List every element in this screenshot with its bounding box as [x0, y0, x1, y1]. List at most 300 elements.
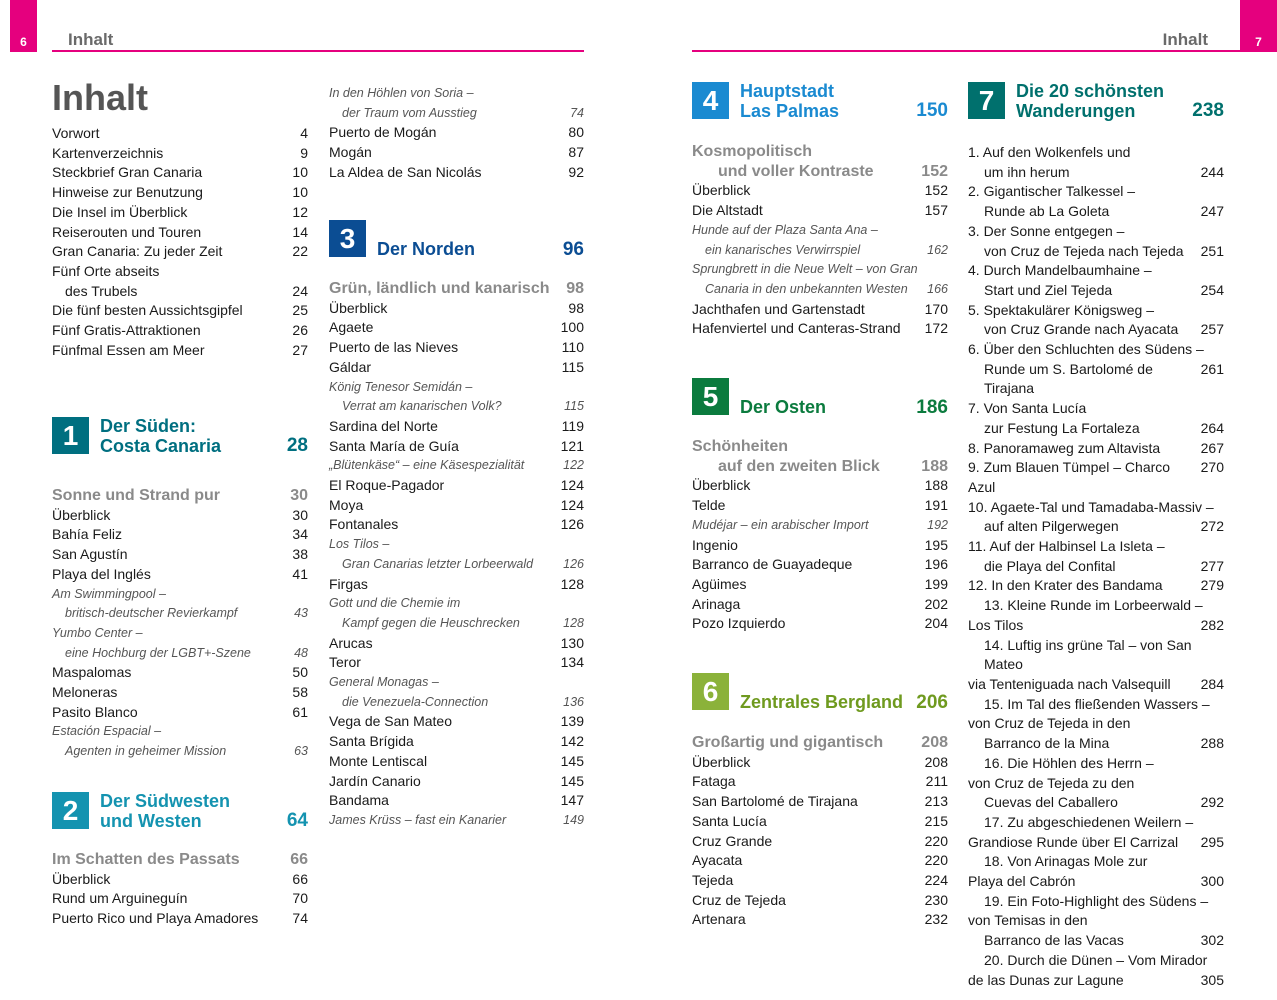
chapter-2-heading[interactable] — [52, 792, 308, 830]
chapter-5-title: Der Osten — [740, 397, 827, 417]
chapter-2-entry-label: Überblick — [52, 870, 111, 887]
chapter-3-entry-label: Santa Brígida — [329, 733, 414, 750]
chapter-4-subtitle-label-2: und voller Kontraste — [718, 162, 874, 180]
chapter-5-entry-page: 195 — [924, 536, 948, 553]
chapter-1-entry-label: Am Swimmingpool – — [52, 586, 166, 601]
chapter-2-entry-page: 66 — [292, 870, 308, 887]
chapter-3-entry-page: 124 — [560, 477, 584, 494]
front-entry-label: Vorwort — [52, 125, 100, 141]
chapter-3-entry-label: Firgas — [329, 575, 368, 592]
chapter-1-entry-label: Bahía Feliz — [52, 526, 123, 543]
chapter-5-entry[interactable] — [692, 496, 948, 516]
front-entry[interactable] — [52, 124, 308, 144]
chapter-3-entry[interactable] — [329, 318, 584, 338]
chapter-2-subtitle[interactable] — [52, 850, 308, 870]
chapter-1-entry-label: eine Hochburg der LGBT+-Szene — [65, 645, 251, 660]
chapter-3-entry[interactable] — [329, 338, 584, 358]
chapter-3-entry-page: 124 — [560, 496, 584, 513]
chapter-3-entry-label: Monte Lentiscal — [329, 752, 428, 769]
page-number-left — [10, 0, 37, 52]
chapter-2-entry-label: In den Höhlen von Soria – — [329, 86, 474, 100]
chapter-3-entry-label: Bandama — [329, 792, 389, 809]
chapter-1-entry[interactable] — [52, 644, 308, 664]
hike-entry[interactable] — [968, 616, 1224, 636]
chapter-6-entry[interactable] — [692, 832, 948, 852]
chapter-1-entry[interactable] — [52, 506, 308, 526]
chapter-3-entry[interactable] — [329, 712, 584, 732]
chapter-2-page: 64 — [286, 810, 308, 831]
chapter-3-entry[interactable] — [329, 515, 584, 535]
hike-entry[interactable] — [968, 517, 1224, 537]
hike-entry-label: 3. Der Sonne entgegen – — [968, 222, 1125, 239]
chapter-6-heading[interactable] — [692, 673, 948, 711]
hike-entry-page: 270 — [1200, 459, 1224, 476]
hike-entry[interactable] — [968, 360, 1224, 399]
chapter-3-entry-label: Kampf gegen die Heuschrecken — [342, 615, 520, 630]
hike-entry-label: 2. Gigantischer Talkessel – — [968, 183, 1136, 200]
chapter-3-entry[interactable] — [329, 437, 584, 457]
hike-entry-label: Barranco de las Vacas — [984, 932, 1124, 949]
hike-entry-label: 8. Panoramaweg zum Altavista — [968, 439, 1161, 456]
hike-entry-page: 244 — [1200, 163, 1224, 180]
hike-entry-label: 13. Kleine Runde im Lorbeerwald – — [984, 597, 1203, 614]
chapter-6-entry[interactable] — [692, 871, 948, 891]
hike-entry[interactable] — [968, 537, 1224, 557]
toc-column-1 — [52, 77, 308, 360]
hike-entry[interactable] — [968, 340, 1224, 360]
chapter-5-entry-page: 192 — [927, 517, 948, 532]
chapter-3-entry[interactable] — [329, 594, 584, 614]
hike-entry[interactable] — [968, 852, 1224, 872]
chapter-2-entry[interactable] — [329, 104, 584, 124]
chapter-3-entry-page: 126 — [560, 516, 584, 533]
chapter-1-subtitle[interactable] — [52, 486, 308, 506]
chapter-4-entry-label: Hunde auf der Plaza Santa Ana – — [692, 222, 878, 237]
hike-entry-label: 9. Zum Blauen Tümpel – Charco Azul — [968, 459, 1171, 495]
hike-entry[interactable] — [968, 813, 1224, 833]
chapter-2-entry[interactable] — [329, 143, 584, 163]
chapter-3-entry[interactable] — [329, 555, 584, 575]
hike-entry[interactable] — [968, 971, 1224, 991]
hike-entry-label: von Cruz de Tejeda nach Tejeda — [984, 242, 1184, 259]
hike-entry-page: 254 — [1200, 281, 1224, 298]
chapter-2-number: 2 — [52, 792, 89, 829]
front-entry[interactable] — [52, 163, 308, 183]
chapter-4-entry[interactable] — [692, 221, 948, 241]
front-entry-page: 27 — [292, 341, 308, 358]
chapter-5-entry-label: Überblick — [692, 477, 751, 494]
chapter-3-entry-page: 100 — [560, 319, 584, 336]
hike-entry[interactable] — [968, 754, 1224, 774]
chapter-3-entry[interactable] — [329, 634, 584, 654]
chapter-6-subtitle[interactable] — [692, 733, 948, 753]
front-entry-label: Die fünf besten Aussichtsgipfel — [52, 302, 243, 319]
chapter-3-entry-page: 128 — [563, 615, 584, 630]
chapter-5-entry-page: 196 — [924, 556, 948, 573]
chapter-5-entry[interactable] — [692, 575, 948, 595]
chapter-5-heading[interactable] — [692, 378, 948, 416]
chapter-6-entry[interactable] — [692, 792, 948, 812]
chapter-6-entry[interactable] — [692, 910, 948, 930]
hike-entry-label: die Playa del Confital — [984, 557, 1116, 574]
front-entry-page: 10 — [292, 184, 308, 201]
chapter-3-subtitle[interactable] — [329, 279, 584, 299]
chapter-5-entry[interactable] — [692, 595, 948, 615]
chapter-6-entry-label: Tejeda — [692, 871, 734, 888]
chapter-4-subtitle-line-1[interactable] — [692, 142, 948, 162]
front-entry[interactable] — [52, 223, 308, 243]
chapter-5-entry[interactable] — [692, 516, 948, 536]
front-entry[interactable] — [52, 242, 308, 262]
hike-entry[interactable] — [968, 439, 1224, 459]
front-entry[interactable] — [52, 144, 308, 164]
front-entry[interactable] — [52, 183, 308, 203]
hike-entry[interactable] — [968, 182, 1224, 202]
hike-entry[interactable] — [968, 951, 1224, 971]
hike-entry[interactable] — [968, 242, 1224, 262]
chapter-1-entry[interactable] — [52, 565, 308, 585]
hike-entry-label: auf alten Pilgerwegen — [984, 518, 1119, 535]
chapter-3-entry[interactable] — [329, 693, 584, 713]
chapter-2-entry-label: Puerto Rico und Playa Amadores — [52, 910, 259, 927]
chapter-2-entry[interactable] — [52, 870, 308, 890]
chapter-6-entry-label: Überblick — [692, 753, 751, 770]
chapter-3-heading[interactable] — [329, 220, 584, 258]
hike-entry[interactable] — [968, 714, 1224, 734]
front-entry[interactable] — [52, 301, 308, 321]
chapter-1-page: 28 — [286, 435, 308, 456]
chapter-6-entry-label: Cruz Grande — [692, 832, 773, 849]
chapter-3-entry-label: Los Tilos – — [329, 537, 390, 552]
chapter-2-entry[interactable] — [52, 909, 308, 929]
chapter-4-entry[interactable] — [692, 181, 948, 201]
chapter-6-entry[interactable] — [692, 812, 948, 832]
chapter-1-entry-page: 50 — [292, 664, 308, 681]
chapter-5-entry-label: Telde — [692, 497, 726, 514]
chapter-3-entry[interactable] — [329, 299, 584, 319]
chapter-4-entry-page: 170 — [924, 300, 948, 317]
hike-entry-page: 264 — [1200, 419, 1224, 436]
hike-entry-label: 19. Ein Foto-Highlight des Südens – — [984, 892, 1209, 909]
hike-entry-page: 300 — [1200, 873, 1224, 890]
chapter-3-entry-label: Arucas — [329, 634, 373, 651]
chapter-3-page: 96 — [562, 239, 584, 260]
hike-entry-page: 284 — [1200, 675, 1224, 692]
hike-entry[interactable] — [968, 261, 1224, 281]
chapter-1-subtitle-page: 30 — [290, 487, 308, 504]
hike-entry[interactable] — [968, 202, 1224, 222]
hike-entry-label: von Cruz de Tejeda zu den — [968, 774, 1135, 791]
hike-entry-page: 272 — [1200, 518, 1224, 535]
hike-entry[interactable] — [968, 163, 1224, 183]
chapter-6-entry[interactable] — [692, 891, 948, 911]
chapter-2-entry-page: 87 — [568, 144, 584, 161]
chapter-3-list — [329, 299, 584, 831]
chapter-4-entry-label: Sprungbrett in die Neue Welt – von Gran — [692, 262, 918, 277]
chapter-4-entry-page: 166 — [927, 281, 948, 296]
chapter-3-entry-label: Gáldar — [329, 358, 372, 375]
chapter-6-entry-page: 215 — [924, 812, 948, 829]
chapter-3-entry-page: 115 — [564, 399, 584, 414]
chapter-5-entry-label: Agüimes — [692, 575, 747, 592]
chapter-2-entry-label: La Aldea de San Nicolás — [329, 163, 482, 180]
hike-entry-page: 261 — [1200, 360, 1224, 377]
hike-entry-label: 16. Die Höhlen des Herrn – — [984, 754, 1154, 771]
hike-entry-page: 288 — [1200, 735, 1224, 752]
hike-entry[interactable] — [968, 557, 1224, 577]
chapter-2-list — [52, 870, 308, 929]
front-entry-label: des Trubels — [65, 282, 138, 299]
chapter-5-entry[interactable] — [692, 476, 948, 496]
hike-entry-label: 14. Luftig ins grüne Tal – von San Mateo — [984, 636, 1192, 673]
chapter-6-entry-page: 224 — [924, 871, 948, 888]
hike-entry-label: Grandiose Runde über El Carrizal — [968, 833, 1179, 850]
hike-entry-label: 7. Von Santa Lucía — [968, 400, 1087, 417]
chapter-3-entry[interactable] — [329, 496, 584, 516]
chapter-3-entry[interactable] — [329, 397, 584, 417]
chapter-5-subtitle-label-1: Schönheiten — [692, 438, 789, 455]
chapter-3-entry[interactable] — [329, 575, 584, 595]
hike-entry[interactable] — [968, 734, 1224, 754]
chapter-1-entry[interactable] — [52, 742, 308, 762]
chapter-3-entry-label: „Blütenkäse“ – eine Käsespezialität — [329, 458, 525, 473]
chapter-3-entry[interactable] — [329, 772, 584, 792]
hike-entry-label: 15. Im Tal des fließenden Wassers – — [984, 695, 1210, 712]
hike-entry[interactable] — [968, 872, 1224, 892]
chapter-2-entry-page: 74 — [570, 105, 584, 120]
hike-entry-label: Runde um S. Bartolomé de Tirajana — [984, 360, 1153, 397]
hike-entry[interactable] — [968, 892, 1224, 912]
chapter-1-entry[interactable] — [52, 604, 308, 624]
chapter-4-entry-page: 152 — [924, 182, 948, 199]
chapter-4-entry-page: 162 — [927, 242, 948, 257]
chapter-1-entry-label: britisch-deutscher Revierkampf — [65, 606, 238, 621]
hike-entry[interactable] — [968, 695, 1224, 715]
chapter-1-number: 1 — [52, 417, 89, 454]
chapter-1-heading[interactable] — [52, 417, 308, 455]
chapter-2-entry-label: Mogán — [329, 144, 372, 161]
chapter-1-entry-label: Playa del Inglés — [52, 565, 151, 582]
chapter-3-entry[interactable] — [329, 811, 584, 831]
chapter-6-entry-page: 220 — [924, 832, 948, 849]
chapter-3-entry[interactable] — [329, 417, 584, 437]
chapter-4-entry[interactable] — [692, 241, 948, 261]
chapter-4-entry[interactable] — [692, 300, 948, 320]
hike-entry[interactable] — [968, 774, 1224, 794]
chapter-3-entry[interactable] — [329, 358, 584, 378]
running-head-left: Inhalt — [68, 30, 114, 49]
front-entry-label: Fünfmal Essen am Meer — [52, 341, 205, 358]
chapter-6-entry[interactable] — [692, 753, 948, 773]
hike-entry-label: Barranco de la Mina — [984, 735, 1110, 752]
chapter-5-entry[interactable] — [692, 536, 948, 556]
chapter-3-entry-label: Überblick — [329, 299, 388, 316]
chapter-4-subtitle-label-1: Kosmopolitisch — [692, 143, 813, 160]
chapter-3-entry[interactable] — [329, 653, 584, 673]
chapter-2-entry[interactable] — [52, 889, 308, 909]
hike-entry[interactable] — [968, 222, 1224, 242]
chapter-3-entry-page: 147 — [560, 792, 584, 809]
front-entry-label: Steckbrief Gran Canaria — [52, 164, 203, 181]
hike-entry[interactable] — [968, 636, 1224, 675]
chapter-2-entry[interactable] — [329, 163, 584, 183]
chapter-7-heading[interactable] — [968, 82, 1224, 120]
chapter-4-entry[interactable] — [692, 280, 948, 300]
chapter-5-entry-page: 188 — [924, 477, 948, 494]
hike-entry[interactable] — [968, 143, 1224, 163]
hike-entry-label: 1. Auf den Wolkenfels und — [968, 144, 1131, 160]
chapter-5-entry-label: Pozo Izquierdo — [692, 615, 786, 632]
hike-entry-label: 10. Agaete-Tal und Tamadaba-Massiv – — [968, 498, 1214, 515]
hike-entry[interactable] — [968, 833, 1224, 853]
chapter-2-entry[interactable] — [329, 84, 584, 104]
front-entry-page: 9 — [300, 144, 308, 161]
chapter-1-entry-label: Überblick — [52, 506, 111, 523]
chapter-5-subtitle-line-2[interactable] — [692, 457, 948, 477]
chapter-3-entry-page: 122 — [563, 458, 584, 473]
chapter-2-entry-label: der Traum vom Ausstieg — [342, 105, 477, 120]
hike-entry[interactable] — [968, 419, 1224, 439]
chapter-3-entry-label: Santa María de Guía — [329, 437, 459, 454]
chapter-5-entry[interactable] — [692, 614, 948, 634]
hike-entry-label: Start und Ziel Tejeda — [984, 281, 1113, 298]
chapter-1-entry-label: San Agustín — [52, 546, 128, 563]
chapter-3-entry-page: 145 — [560, 752, 584, 769]
chapter-3-entry[interactable] — [329, 378, 584, 398]
chapter-6-entry-page: 232 — [924, 911, 948, 928]
chapter-4-entry-label: Überblick — [692, 182, 751, 199]
front-entry[interactable] — [52, 282, 308, 302]
hike-entry-label: 5. Spektakulärer Königsweg – — [968, 301, 1154, 318]
hike-entry-page: 292 — [1200, 794, 1224, 811]
chapter-2-entry[interactable] — [329, 123, 584, 143]
hike-entry-label: Los Tilos — [968, 616, 1024, 633]
hike-entry[interactable] — [968, 399, 1224, 419]
chapter-1-entry[interactable] — [52, 585, 308, 605]
chapter-4-entry[interactable] — [692, 319, 948, 339]
hike-entry-label: 6. Über den Schluchten des Südens – — [968, 341, 1204, 358]
hike-entry[interactable] — [968, 675, 1224, 695]
chapter-1-entry[interactable] — [52, 545, 308, 565]
chapter-6-entry-label: Santa Lucía — [692, 812, 767, 829]
chapter-7-title-line-1: Die 20 schönsten — [1016, 81, 1165, 101]
chapter-2-title — [89, 792, 287, 831]
chapter-3-entry[interactable] — [329, 732, 584, 752]
chapter-1-entry[interactable] — [52, 624, 308, 644]
chapter-6-entry[interactable] — [692, 772, 948, 792]
chapter-5-entry-label: Barranco de Guayadeque — [692, 556, 853, 573]
chapter-5-entry-page: 199 — [924, 575, 948, 592]
chapter-6-entry-page: 211 — [925, 773, 948, 790]
hike-entry[interactable] — [968, 281, 1224, 301]
toc-column-2 — [329, 84, 584, 183]
chapter-6-subtitle-label: Großartig und gigantisch — [692, 734, 884, 751]
chapter-3-entry[interactable] — [329, 456, 584, 476]
chapter-6-entry[interactable] — [692, 851, 948, 871]
chapter-4-subtitle-line-2[interactable] — [692, 162, 948, 182]
chapter-3-entry-page: 128 — [560, 575, 584, 592]
hike-entry-label: Playa del Cabrón — [968, 873, 1076, 890]
chapter-5-entry-page: 204 — [924, 615, 948, 632]
chapter-4-entry[interactable] — [692, 260, 948, 280]
chapter-3-entry[interactable] — [329, 614, 584, 634]
chapter-5-number: 5 — [692, 378, 729, 415]
chapter-2-entry-label: Rund um Arguineguín — [52, 890, 188, 907]
chapter-2-title-line-1: Der Südwesten — [100, 791, 231, 811]
chapter-5-list — [692, 476, 948, 634]
chapter-3-entry-page: 119 — [561, 417, 584, 434]
chapter-1-entry-page: 38 — [292, 546, 308, 563]
chapter-7-title — [1005, 82, 1192, 121]
hike-entry-page: 267 — [1200, 439, 1224, 456]
hike-entry[interactable] — [968, 301, 1224, 321]
hike-entry[interactable] — [968, 458, 1224, 497]
chapter-6-entry-page: 230 — [924, 891, 948, 908]
hike-entry-label: 20. Durch die Dünen – Vom Mirador — [984, 951, 1208, 968]
chapter-2-block — [52, 792, 308, 929]
chapter-3-entry[interactable] — [329, 791, 584, 811]
hike-entry[interactable] — [968, 793, 1224, 813]
chapter-1-entry[interactable] — [52, 683, 308, 703]
chapter-3-entry[interactable] — [329, 476, 584, 496]
front-entry-page: 4 — [300, 125, 308, 141]
hike-entry-page: 279 — [1200, 577, 1224, 594]
chapter-1-entry-page: 30 — [292, 506, 308, 523]
hike-entry[interactable] — [968, 320, 1224, 340]
hike-entry-page: 302 — [1200, 932, 1224, 949]
hike-entry[interactable] — [968, 931, 1224, 951]
chapter-1-entry[interactable] — [52, 663, 308, 683]
chapter-1-entry[interactable] — [52, 525, 308, 545]
chapter-5-subtitle-line-1[interactable] — [692, 437, 948, 457]
chapter-5-entry-label: Mudéjar – ein arabischer Import — [692, 517, 869, 532]
chapter-6-number: 6 — [692, 673, 729, 710]
chapter-3-entry-label: Sardina del Norte — [329, 417, 438, 434]
chapter-5-entry[interactable] — [692, 555, 948, 575]
hike-entry-label: 17. Zu abgeschiedenen Weilern – — [984, 813, 1194, 830]
chapter-4-heading[interactable] — [692, 82, 948, 120]
chapter-3-entry-page: 139 — [560, 713, 584, 730]
chapter-1-entry[interactable] — [52, 722, 308, 742]
hike-entry[interactable] — [968, 911, 1224, 931]
front-entry-page: 25 — [292, 302, 308, 319]
chapter-1-entry-label: Yumbo Center – — [52, 625, 143, 640]
chapter-3-entry-label: Jardín Canario — [329, 772, 421, 789]
chapter-1-entry-page: 34 — [292, 526, 308, 543]
front-entry[interactable] — [52, 262, 308, 282]
chapter-3-entry[interactable] — [329, 752, 584, 772]
hike-entry[interactable] — [968, 576, 1224, 596]
chapter-1-entry-label: Maspalomas — [52, 664, 132, 681]
hike-entry[interactable] — [968, 596, 1224, 616]
chapter-1-entry[interactable] — [52, 703, 308, 723]
page-number-right — [1240, 0, 1277, 52]
chapter-3-entry[interactable] — [329, 673, 584, 693]
hike-entry[interactable] — [968, 498, 1224, 518]
chapter-2-entry-label: Puerto de Mogán — [329, 124, 437, 141]
front-entry[interactable] — [52, 341, 308, 361]
chapter-1-title — [89, 417, 287, 456]
front-entry[interactable] — [52, 321, 308, 341]
chapter-3-entry[interactable] — [329, 535, 584, 555]
front-entry[interactable] — [52, 203, 308, 223]
chapter-4-page: 150 — [916, 100, 948, 121]
chapter-4-entry[interactable] — [692, 201, 948, 221]
chapter-5-subtitle-page: 188 — [921, 457, 948, 475]
hike-entry-label: 18. Von Arinagas Mole zur — [984, 853, 1148, 870]
front-entry-label: Reiserouten und Touren — [52, 223, 202, 240]
chapter-3-entry-page: 130 — [560, 634, 584, 651]
